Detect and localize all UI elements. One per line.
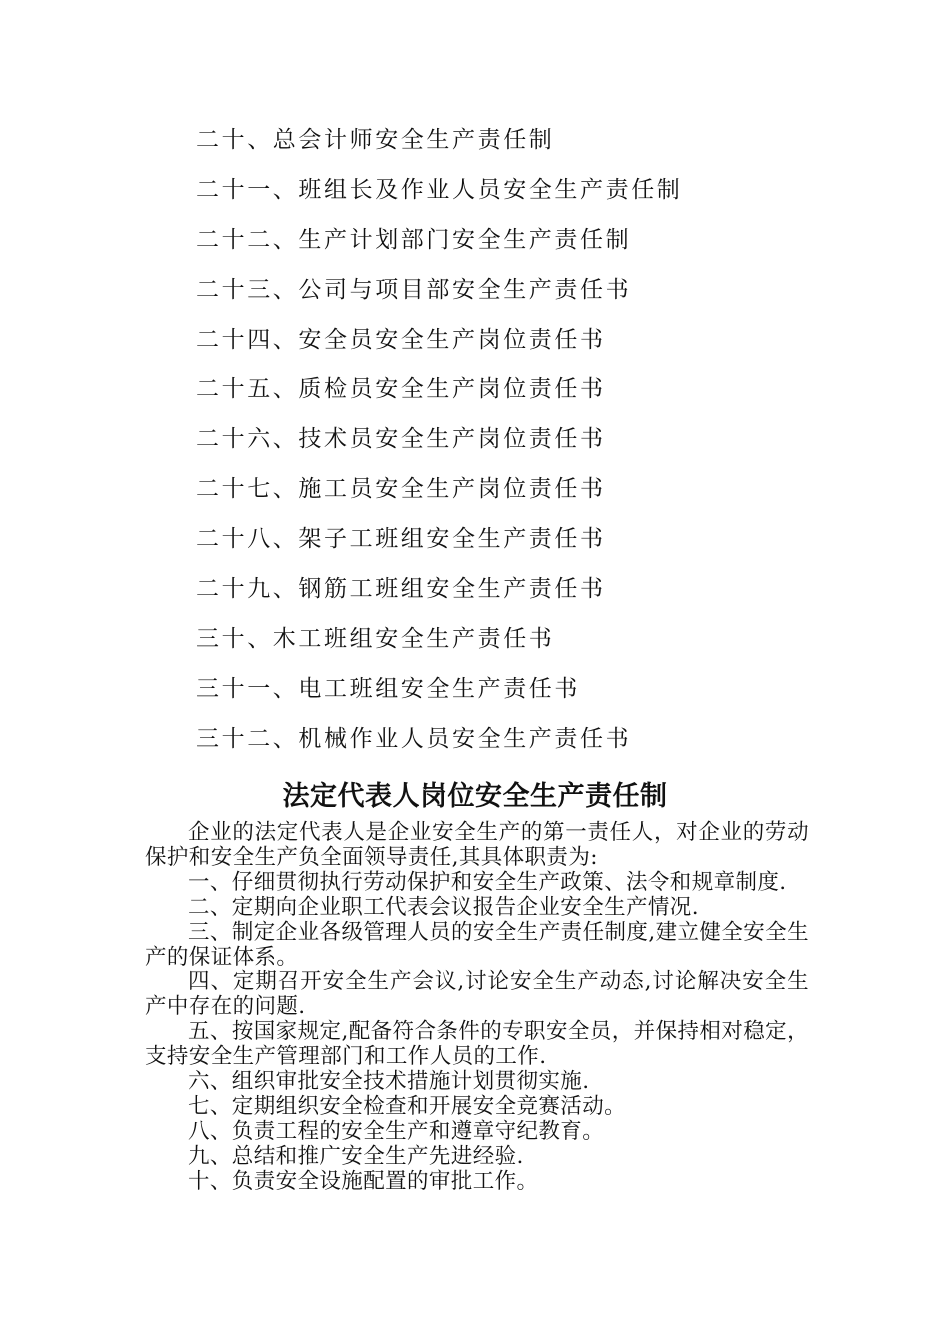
toc-item: 二十三、公司与项目部安全生产责任书: [196, 276, 632, 303]
duty-item: 七、定期组织安全检查和开展安全竞赛活动。: [188, 1093, 627, 1119]
toc-item: 二十五、质检员安全生产岗位责任书: [196, 376, 606, 403]
section-title: 法定代表人岗位安全生产责任制: [282, 781, 668, 812]
duty-item: 九、总结和推广安全生产先进经验.: [188, 1143, 524, 1169]
duty-item: 三、制定企业各级管理人员的安全生产责任制度,建立健全安全生产的保证体系。: [145, 919, 809, 970]
duty-item: 一、仔细贯彻执行劳动保护和安全生产政策、法令和规章制度.: [188, 869, 787, 895]
toc-item: 二十、总会计师安全生产责任制: [196, 127, 555, 153]
duty-item: 六、组织审批安全技术措施计划贯彻实施.: [188, 1069, 590, 1095]
toc-item: 二十六、技术员安全生产岗位责任书: [196, 426, 606, 453]
duty-item: 八、负责工程的安全生产和遵章守纪教育。: [188, 1118, 605, 1144]
toc-item: 二十一、班组长及作业人员安全生产责任制: [196, 176, 683, 203]
toc-item: 三十、木工班组安全生产责任书: [196, 625, 555, 652]
duty-item: 五、按国家规定,配备符合条件的专职安全员，并保持相对稳定，支持安全生产管理部门和工作人员的工作.: [145, 1019, 809, 1070]
duty-item: 十、负责安全设施配置的审批工作。: [188, 1168, 539, 1194]
intro-paragraph: 企业的法定代表人是企业安全生产的第一责任人，对企业的劳动保护和安全生产负全面领导责任,其具体职责为:: [145, 820, 809, 870]
toc-item: 二十九、钢筋工班组安全生产责任书: [196, 576, 606, 603]
duty-item: 二、定期向企业职工代表会议报告企业安全生产情况.: [188, 894, 699, 920]
toc-item: 二十八、架子工班组安全生产责任书: [196, 526, 606, 553]
toc-item: 三十一、电工班组安全生产责任书: [196, 675, 580, 702]
section-body: [145, 821, 809, 1195]
duty-item: 四、定期召开安全生产会议,讨论安全生产动态,讨论解决安全生产中存在的问题.: [145, 969, 809, 1020]
toc-item: 二十七、施工员安全生产岗位责任书: [196, 476, 606, 503]
toc-item: 二十四、安全员安全生产岗位责任书: [196, 326, 606, 353]
toc-item: 二十二、生产计划部门安全生产责任制: [196, 226, 632, 253]
toc-item: 三十二、机械作业人员安全生产责任书: [196, 725, 632, 752]
table-of-contents: [196, 129, 682, 778]
